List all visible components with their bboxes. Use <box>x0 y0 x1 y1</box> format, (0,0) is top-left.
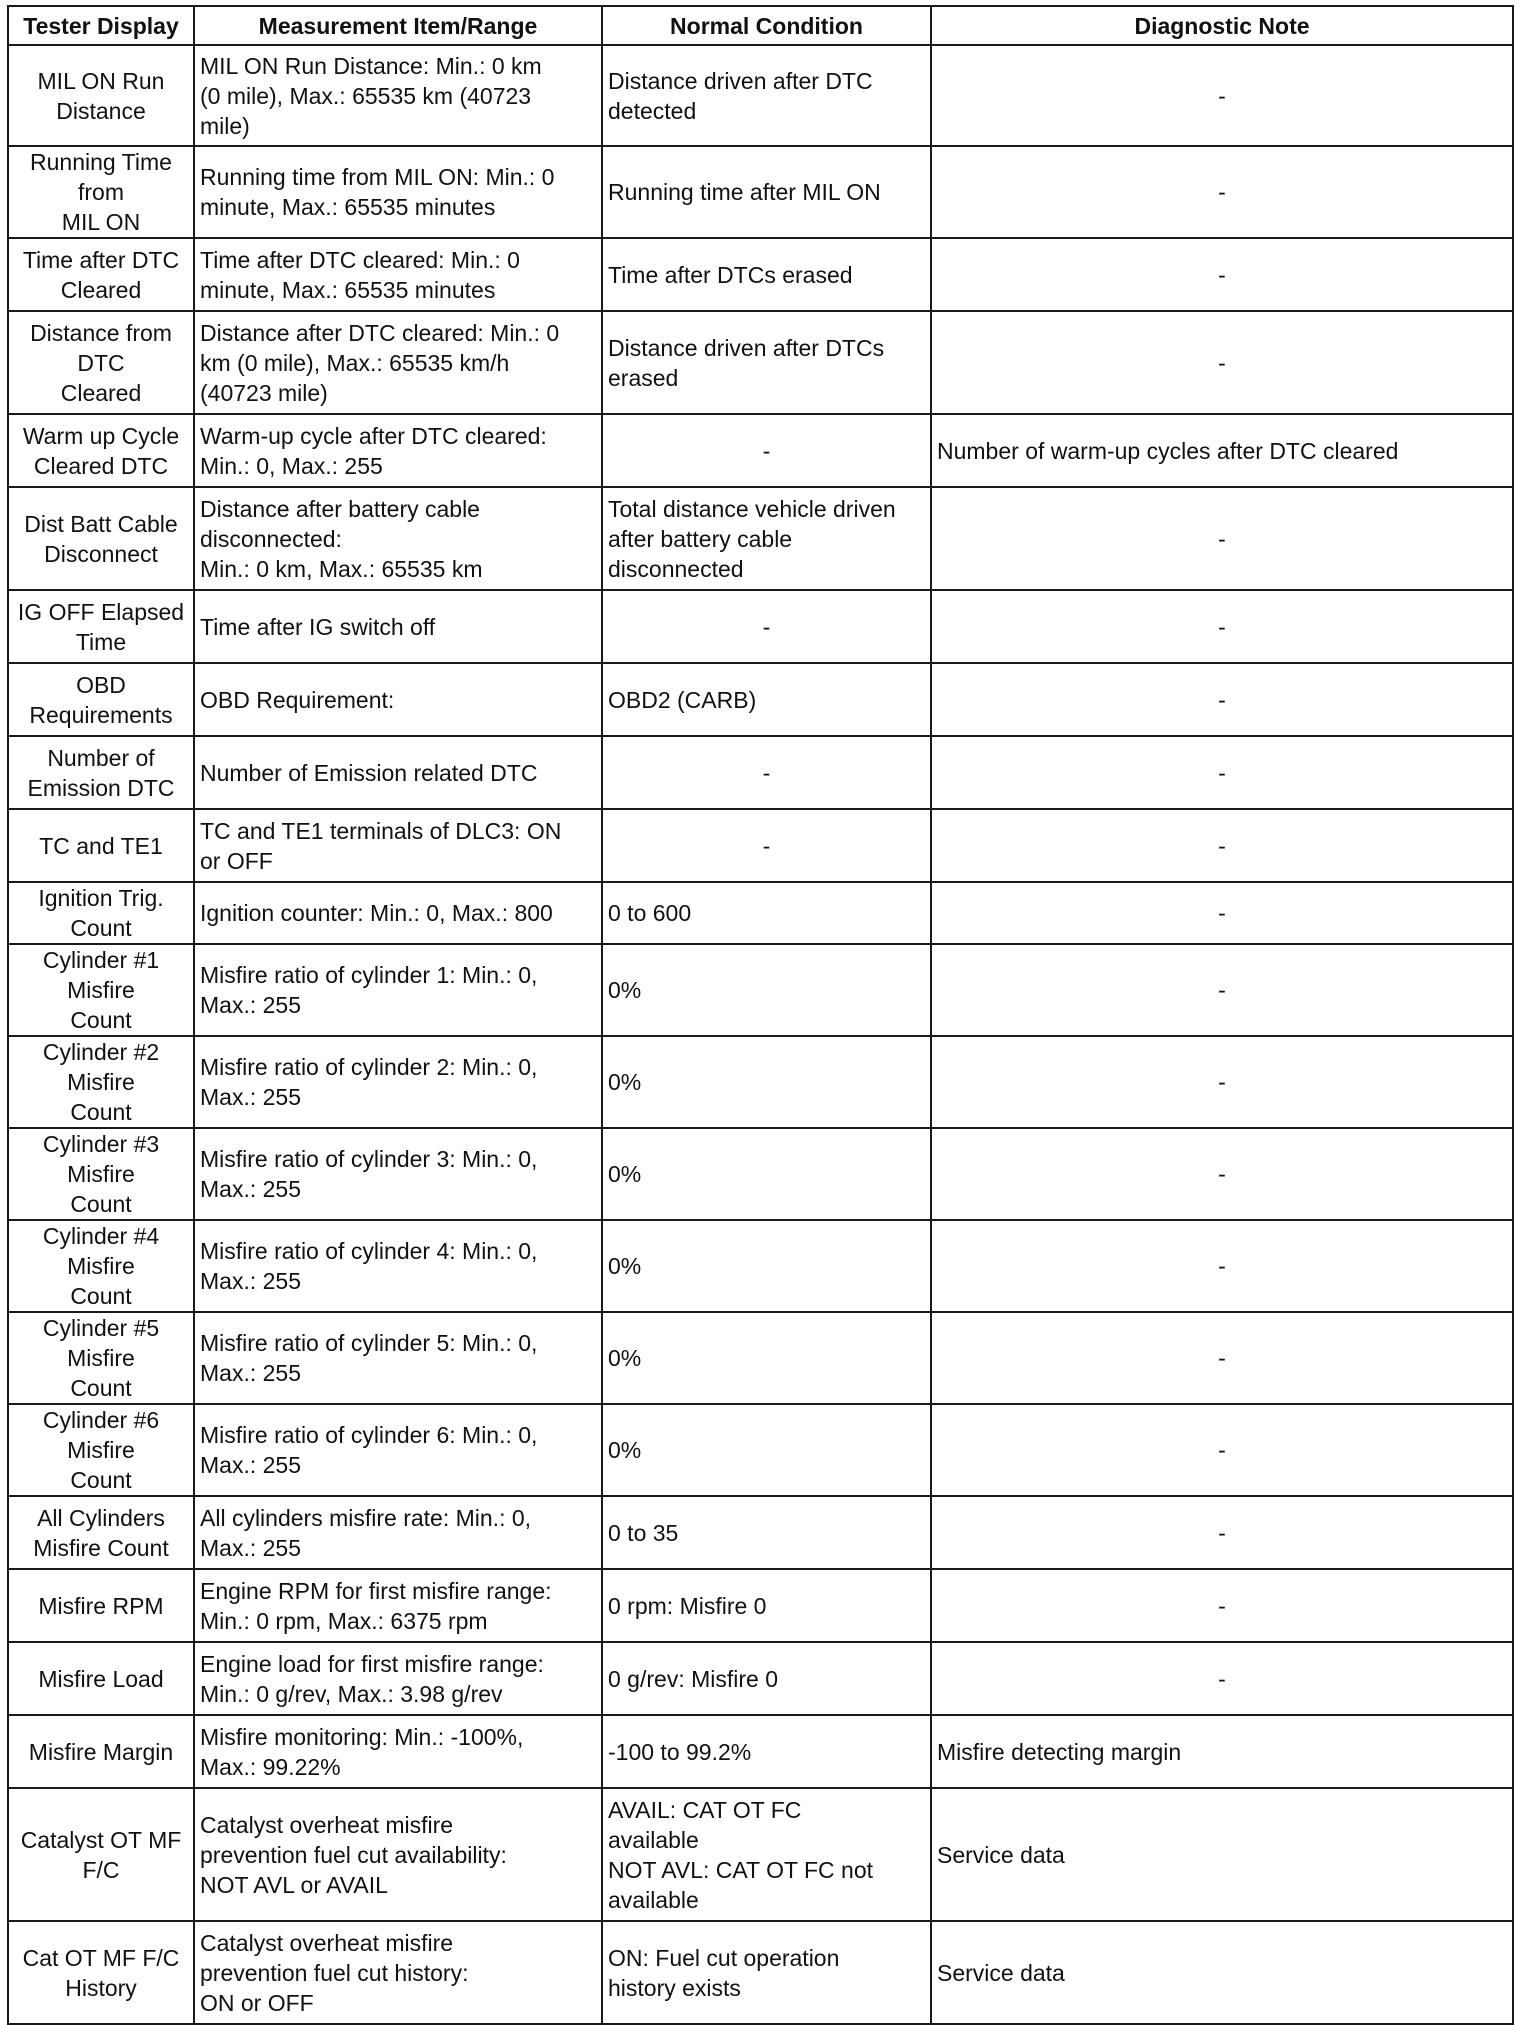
tester-display-cell: Number of Emission DTC <box>8 736 194 809</box>
table-row <box>8 1496 1513 1569</box>
measurement-range-cell: TC and TE1 terminals of DLC3: ON or OFF <box>194 809 602 882</box>
normal-condition-cell: 0% <box>602 1036 931 1128</box>
diagnostic-note-cell: Service data <box>931 1788 1513 1921</box>
table-row <box>8 1404 1513 1496</box>
measurement-range-cell: Engine load for first misfire range: Min.: 0 g/rev, Max.: 3.98 g/rev <box>194 1642 602 1715</box>
tester-display-cell: Cylinder #1 Misfire Count <box>8 944 194 1036</box>
table-row <box>8 414 1513 487</box>
normal-condition-cell: ON: Fuel cut operation history exists <box>602 1921 931 2024</box>
tester-display-cell: TC and TE1 <box>8 809 194 882</box>
measurement-range-cell: Catalyst overheat misfire prevention fuel cut availability: NOT AVL or AVAIL <box>194 1788 602 1921</box>
normal-condition-cell: - <box>602 809 931 882</box>
tester-display-cell: OBD Requirements <box>8 663 194 736</box>
table-row <box>8 1921 1513 2024</box>
diagnostic-note-cell: - <box>931 809 1513 882</box>
table-row <box>8 238 1513 311</box>
tester-display-cell: Cylinder #4 Misfire Count <box>8 1220 194 1312</box>
tester-display-cell: Cylinder #3 Misfire Count <box>8 1128 194 1220</box>
tester-display-cell: Misfire Margin <box>8 1715 194 1788</box>
table-row <box>8 882 1513 944</box>
tester-display-cell: Time after DTC Cleared <box>8 238 194 311</box>
measurement-range-cell: Ignition counter: Min.: 0, Max.: 800 <box>194 882 602 944</box>
table-row <box>8 1715 1513 1788</box>
normal-condition-cell: AVAIL: CAT OT FC available NOT AVL: CAT OT FC not available <box>602 1788 931 1921</box>
normal-condition-cell: 0% <box>602 1404 931 1496</box>
measurement-range-cell: Misfire ratio of cylinder 1: Min.: 0, Max.: 255 <box>194 944 602 1036</box>
diagnostic-note-cell: - <box>931 487 1513 590</box>
table-row <box>8 1312 1513 1404</box>
measurement-range-cell: Catalyst overheat misfire prevention fuel cut history: ON or OFF <box>194 1921 602 2024</box>
diagnostic-note-cell: - <box>931 1128 1513 1220</box>
diagnostic-note-cell: - <box>931 944 1513 1036</box>
diagnostic-note-cell: - <box>931 590 1513 663</box>
diagnostic-note-cell: - <box>931 1312 1513 1404</box>
table-row <box>8 1569 1513 1642</box>
header-diagnostic-note: Diagnostic Note <box>931 6 1513 45</box>
spec-table-container <box>7 5 1514 2025</box>
header-row <box>8 6 1513 45</box>
diagnostic-note-cell: - <box>931 311 1513 414</box>
tester-display-cell: Cat OT MF F/C History <box>8 1921 194 2024</box>
measurement-range-cell: Misfire ratio of cylinder 3: Min.: 0, Max.: 255 <box>194 1128 602 1220</box>
tester-display-cell: Misfire RPM <box>8 1569 194 1642</box>
normal-condition-cell: 0% <box>602 944 931 1036</box>
diagnostic-note-cell: - <box>931 45 1513 146</box>
diagnostic-note-cell: - <box>931 736 1513 809</box>
tester-display-cell: Ignition Trig. Count <box>8 882 194 944</box>
table-row <box>8 45 1513 146</box>
table-row <box>8 1036 1513 1128</box>
normal-condition-cell: 0 g/rev: Misfire 0 <box>602 1642 931 1715</box>
table-row <box>8 736 1513 809</box>
tester-display-cell: All Cylinders Misfire Count <box>8 1496 194 1569</box>
normal-condition-cell: Total distance vehicle driven after battery cable disconnected <box>602 487 931 590</box>
tester-display-cell: Distance from DTC Cleared <box>8 311 194 414</box>
diagnostic-note-cell: - <box>931 1036 1513 1128</box>
measurement-range-cell: Misfire ratio of cylinder 5: Min.: 0, Max.: 255 <box>194 1312 602 1404</box>
tester-display-cell: Dist Batt Cable Disconnect <box>8 487 194 590</box>
measurement-range-cell: Time after IG switch off <box>194 590 602 663</box>
diagnostic-note-cell: - <box>931 1220 1513 1312</box>
tester-display-cell: IG OFF Elapsed Time <box>8 590 194 663</box>
diagnostic-note-cell: - <box>931 1569 1513 1642</box>
normal-condition-cell: - <box>602 414 931 487</box>
normal-condition-cell: - <box>602 590 931 663</box>
normal-condition-cell: Time after DTCs erased <box>602 238 931 311</box>
diagnostic-note-cell: Number of warm-up cycles after DTC cleared <box>931 414 1513 487</box>
table-row <box>8 487 1513 590</box>
tester-display-cell: MIL ON Run Distance <box>8 45 194 146</box>
table-row <box>8 590 1513 663</box>
measurement-range-cell: Misfire ratio of cylinder 6: Min.: 0, Max.: 255 <box>194 1404 602 1496</box>
normal-condition-cell: 0% <box>602 1220 931 1312</box>
measurement-range-cell: Engine RPM for first misfire range: Min.: 0 rpm, Max.: 6375 rpm <box>194 1569 602 1642</box>
table-row <box>8 1128 1513 1220</box>
normal-condition-cell: 0% <box>602 1312 931 1404</box>
tester-display-cell: Cylinder #2 Misfire Count <box>8 1036 194 1128</box>
diagnostic-note-cell: - <box>931 1642 1513 1715</box>
diagnostic-note-cell: - <box>931 663 1513 736</box>
measurement-range-cell: Number of Emission related DTC <box>194 736 602 809</box>
table-row <box>8 146 1513 238</box>
diagnostic-note-cell: Misfire detecting margin <box>931 1715 1513 1788</box>
table-row <box>8 663 1513 736</box>
measurement-range-cell: OBD Requirement: <box>194 663 602 736</box>
measurement-range-cell: Misfire ratio of cylinder 2: Min.: 0, Max.: 255 <box>194 1036 602 1128</box>
table-row <box>8 944 1513 1036</box>
header-measurement-item: Measurement Item/Range <box>194 6 602 45</box>
normal-condition-cell: Distance driven after DTCs erased <box>602 311 931 414</box>
diagnostic-note-cell: - <box>931 146 1513 238</box>
normal-condition-cell: - <box>602 736 931 809</box>
diagnostic-note-cell: - <box>931 1496 1513 1569</box>
measurement-range-cell: Misfire ratio of cylinder 4: Min.: 0, Max.: 255 <box>194 1220 602 1312</box>
normal-condition-cell: 0 to 600 <box>602 882 931 944</box>
normal-condition-cell: Distance driven after DTC detected <box>602 45 931 146</box>
table-row <box>8 1788 1513 1921</box>
tester-display-cell: Warm up Cycle Cleared DTC <box>8 414 194 487</box>
tester-display-cell: Cylinder #5 Misfire Count <box>8 1312 194 1404</box>
normal-condition-cell: OBD2 (CARB) <box>602 663 931 736</box>
measurement-range-cell: Time after DTC cleared: Min.: 0 minute, Max.: 65535 minutes <box>194 238 602 311</box>
normal-condition-cell: -100 to 99.2% <box>602 1715 931 1788</box>
table-row <box>8 1642 1513 1715</box>
normal-condition-cell: 0 rpm: Misfire 0 <box>602 1569 931 1642</box>
header-normal-condition: Normal Condition <box>602 6 931 45</box>
diagnostic-note-cell: Service data <box>931 1921 1513 2024</box>
table-row <box>8 1220 1513 1312</box>
tester-display-cell: Cylinder #6 Misfire Count <box>8 1404 194 1496</box>
measurement-range-cell: Warm-up cycle after DTC cleared: Min.: 0, Max.: 255 <box>194 414 602 487</box>
diagnostic-note-cell: - <box>931 882 1513 944</box>
normal-condition-cell: Running time after MIL ON <box>602 146 931 238</box>
header-tester-display: Tester Display <box>8 6 194 45</box>
measurement-range-cell: Distance after DTC cleared: Min.: 0 km (0 mile), Max.: 65535 km/h (40723 mile) <box>194 311 602 414</box>
measurement-range-cell: MIL ON Run Distance: Min.: 0 km (0 mile), Max.: 65535 km (40723 mile) <box>194 45 602 146</box>
normal-condition-cell: 0% <box>602 1128 931 1220</box>
table-row <box>8 809 1513 882</box>
measurement-range-cell: Running time from MIL ON: Min.: 0 minute, Max.: 65535 minutes <box>194 146 602 238</box>
tester-display-cell: Misfire Load <box>8 1642 194 1715</box>
table-row <box>8 311 1513 414</box>
measurement-range-cell: Misfire monitoring: Min.: -100%, Max.: 99.22% <box>194 1715 602 1788</box>
data-list-table <box>7 5 1514 2025</box>
tester-display-cell: Running Time from MIL ON <box>8 146 194 238</box>
diagnostic-note-cell: - <box>931 1404 1513 1496</box>
diagnostic-note-cell: - <box>931 238 1513 311</box>
tester-display-cell: Catalyst OT MF F/C <box>8 1788 194 1921</box>
normal-condition-cell: 0 to 35 <box>602 1496 931 1569</box>
measurement-range-cell: All cylinders misfire rate: Min.: 0, Max.: 255 <box>194 1496 602 1569</box>
measurement-range-cell: Distance after battery cable disconnected: Min.: 0 km, Max.: 65535 km <box>194 487 602 590</box>
